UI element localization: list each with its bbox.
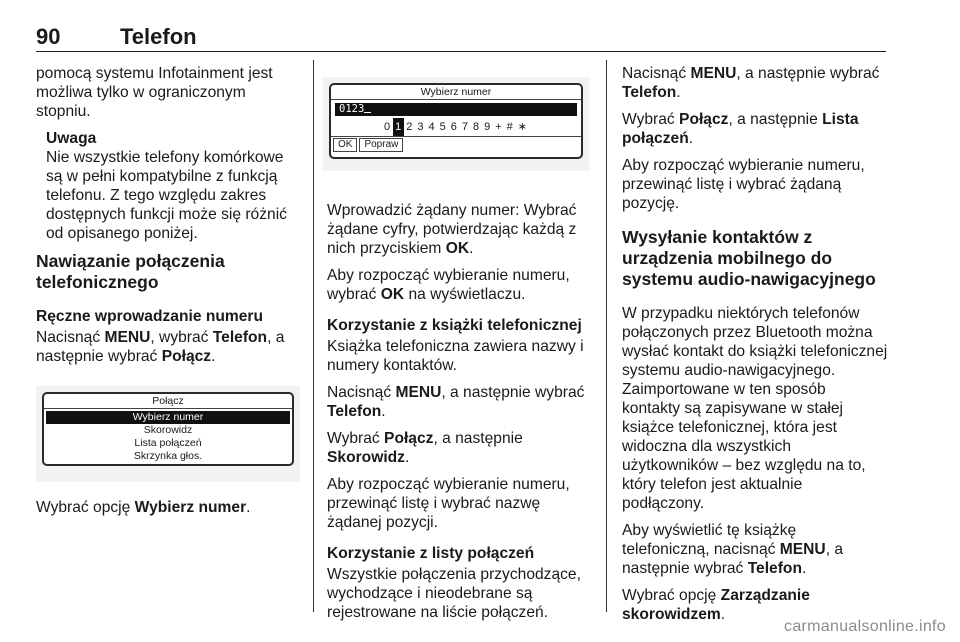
instruction-scroll-name: Aby rozpocząć wybieranie numeru, przewinąć listę i wybrać nazwę żądanej pozycji. (327, 476, 570, 531)
digit-key[interactable]: 6 (450, 121, 458, 133)
softkey-ok[interactable]: OK (333, 138, 357, 152)
digit-key[interactable]: 9 (484, 121, 492, 133)
page-number: 90 (36, 24, 61, 49)
display-screenshot-connect (36, 386, 300, 482)
subheading-call-list: Korzystanie z listy połączeń (327, 545, 535, 562)
instruction-menu-phone-2: Nacisnąć MENU, a następnie wybrać Telefon. (622, 65, 880, 101)
digit-key[interactable]: 5 (439, 121, 447, 133)
instruction-show-phonebook: Aby wyświetlić tę książkę telefoniczną, nacisnąć MENU, a następnie wybrać Telefon. (622, 522, 844, 577)
intro-text: pomocą systemu Infotainment jest możliwa tylko w ograniczonym stopniu. (36, 65, 273, 120)
instruction-select-phonebook: Wybrać Połącz, a następnie Skorowidz. (327, 430, 523, 466)
display-menu-item[interactable]: Skrzynka głos. (133, 450, 203, 462)
instruction-start-dial: Aby rozpocząć wybieranie numeru, wybrać OK na wyświetlaczu. (327, 267, 570, 303)
chapter-title: Telefon (120, 24, 197, 49)
subheading-phonebook: Korzystanie z książki telefonicznej (327, 317, 582, 334)
instruction-manual: Nacisnąć MENU, wybrać Telefon, a następnie wybrać Połącz. (36, 329, 285, 365)
instruction-menu-phone: Nacisnąć MENU, a następnie wybrać Telefon. (327, 384, 585, 420)
display-menu-item[interactable]: Wybierz numer (46, 411, 290, 424)
digit-key[interactable]: 1 (393, 118, 404, 136)
section-title-call: Nawiązanie połączenia telefonicznego (36, 251, 225, 292)
column-divider-1 (313, 60, 314, 612)
instruction-enter-number: Wprowadzić żądany numer: Wybrać żądane cyfry, potwierdzając każdą z nich przyciskiem OK. (327, 202, 577, 257)
display-menu-item[interactable]: Lista połączeń (134, 437, 202, 449)
digit-key[interactable]: 3 (417, 121, 425, 133)
instruction-scroll-entry: Aby rozpocząć wybieranie numeru, przewinąć listę i wybrać żądaną pozycję. (622, 157, 865, 212)
display-menu-list (44, 409, 292, 463)
digit-key[interactable]: 4 (428, 121, 436, 133)
instruction-select-dial: Wybrać opcję Wybierz numer. (36, 499, 251, 516)
instruction-manage-phonebook: Wybrać opcję Zarządzanie skorowidzem. (622, 587, 810, 623)
column-1 (36, 64, 300, 525)
section-title-send-contacts: Wysyłanie kontaktów z urządzenia mobilnego do systemu audio-nawigacyjnego (622, 227, 876, 289)
column-2 (327, 64, 593, 630)
send-contacts-text: W przypadku niektórych telefonów połączonych przez Bluetooth można wysłać kontakt do książki telefonicznej systemu audio-nawigacyjnego. Zaimportowane w ten sposób kontakty są zapisywane w stałej książce telefonicznej, która jest widoczna dla wszystkich użytkowników – bez względu na to, który telefon jest aktualnie podłączony. (622, 305, 888, 512)
display-frame (329, 83, 583, 159)
display-menu-item[interactable]: Skorowidz (143, 424, 193, 436)
digit-key[interactable]: 2 (406, 121, 414, 133)
digit-key[interactable]: # (506, 121, 514, 133)
watermark: carmanualsonline.info (784, 618, 946, 635)
note-text: Nie wszystkie telefony komórkowe są w pełni kompatybilne z funkcją telefonu. Z tego względu zakres dostępnych funkcji może się różnić od opisanego poniżej. (46, 149, 287, 242)
softkey-popraw[interactable]: Popraw (359, 138, 403, 152)
number-field: 0123 (335, 103, 577, 116)
instruction-select-call-list: Wybrać Połącz, a następnie Lista połączeń. (622, 111, 859, 147)
digit-key[interactable]: 8 (472, 121, 481, 133)
digit-key[interactable]: ∗ (517, 121, 529, 133)
page-header (36, 22, 886, 52)
note-title: Uwaga (46, 130, 97, 147)
column-3 (622, 64, 888, 632)
display-title: Wybierz numer (331, 85, 581, 100)
display-screenshot-dial (323, 77, 589, 171)
column-divider-2 (606, 60, 607, 612)
display-title: Połącz (44, 394, 292, 409)
digit-key[interactable]: 7 (461, 121, 469, 133)
digit-key[interactable]: + (495, 121, 503, 133)
note-box (36, 129, 300, 243)
digit-key[interactable]: 0 (383, 121, 392, 133)
subheading-manual: Ręczne wprowadzanie numeru (36, 308, 264, 325)
phonebook-text: Książka telefoniczna zawiera nazwy i numery kontaktów. (327, 338, 584, 374)
digit-row (331, 118, 581, 136)
display-frame (42, 392, 294, 466)
call-list-text: Wszystkie połączenia przychodzące, wychodzące i nieodebrane są rejestrowane na liście połączeń. (327, 566, 581, 621)
softkey-row (331, 136, 581, 152)
